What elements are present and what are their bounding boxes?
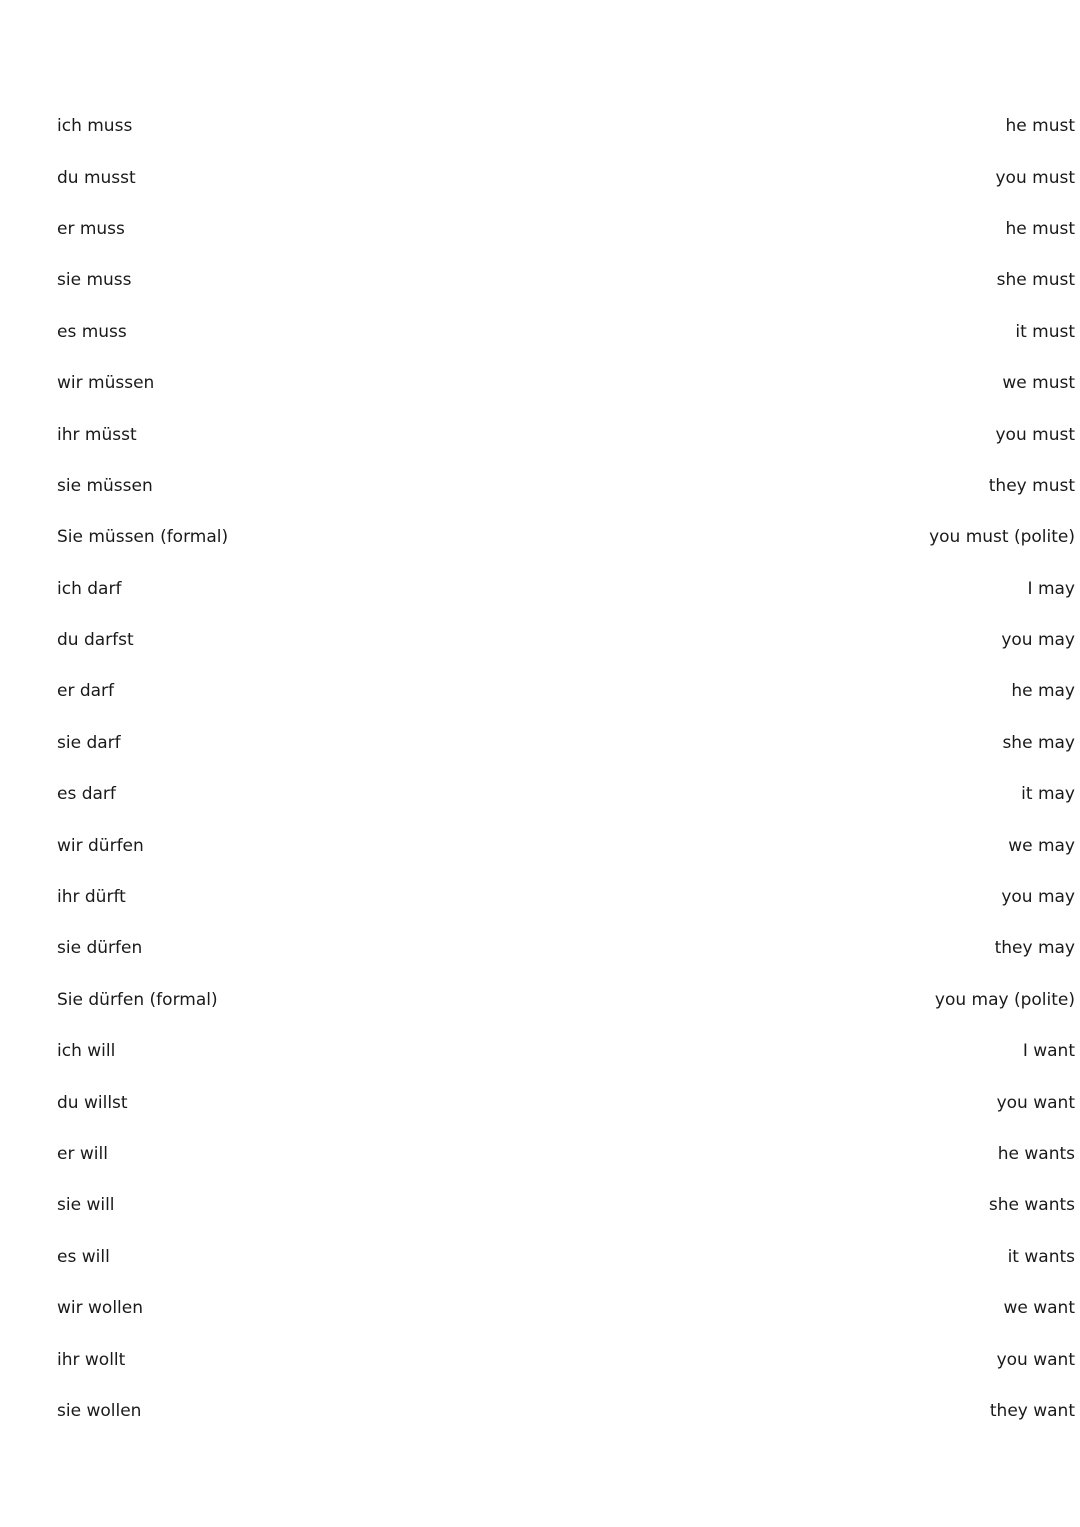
vocab-row bbox=[57, 204, 1075, 255]
german-term: es muss bbox=[57, 321, 127, 342]
vocabulary-list bbox=[57, 101, 1075, 1437]
english-translation: she must bbox=[996, 270, 1075, 291]
german-term: du willst bbox=[57, 1092, 128, 1113]
german-term: ich will bbox=[57, 1041, 116, 1062]
vocab-row bbox=[57, 564, 1075, 615]
vocab-row bbox=[57, 769, 1075, 820]
german-term: sie will bbox=[57, 1195, 115, 1216]
english-translation: I may bbox=[1027, 578, 1075, 599]
german-term: ihr wollt bbox=[57, 1349, 126, 1370]
vocab-row bbox=[57, 718, 1075, 769]
vocab-row bbox=[57, 152, 1075, 203]
vocab-row bbox=[57, 1077, 1075, 1128]
english-translation: he wants bbox=[997, 1144, 1075, 1164]
vocab-row bbox=[57, 820, 1075, 871]
english-translation: she wants bbox=[988, 1195, 1075, 1216]
english-translation: he must bbox=[1005, 218, 1075, 239]
vocab-row bbox=[57, 666, 1075, 717]
vocab-row bbox=[57, 1026, 1075, 1077]
vocab-row bbox=[57, 255, 1075, 306]
english-translation: they want bbox=[989, 1400, 1075, 1421]
vocab-row bbox=[57, 512, 1075, 563]
german-term: Sie müssen (formal) bbox=[57, 527, 229, 548]
english-translation: it may bbox=[1021, 784, 1075, 805]
vocab-row bbox=[57, 307, 1075, 358]
english-translation: you must (polite) bbox=[929, 527, 1075, 548]
vocab-row bbox=[57, 409, 1075, 460]
german-term: ihr dürft bbox=[57, 887, 126, 908]
german-term: wir dürfen bbox=[57, 835, 144, 856]
german-term: sie müssen bbox=[57, 475, 153, 496]
vocab-row bbox=[57, 872, 1075, 923]
german-term: er darf bbox=[57, 681, 115, 702]
german-term: es darf bbox=[57, 784, 116, 805]
german-term: es will bbox=[57, 1246, 110, 1267]
vocab-row bbox=[57, 1334, 1075, 1385]
german-term: wir wollen bbox=[57, 1298, 144, 1319]
german-term: sie darf bbox=[57, 732, 121, 753]
german-term: er will bbox=[57, 1144, 108, 1164]
vocab-row bbox=[57, 1386, 1075, 1437]
english-translation: you must bbox=[995, 424, 1075, 445]
german-term: sie muss bbox=[57, 270, 132, 291]
english-translation: you may bbox=[1001, 887, 1075, 908]
german-term: ich muss bbox=[57, 116, 133, 137]
german-term: sie dürfen bbox=[57, 938, 143, 959]
vocab-row bbox=[57, 975, 1075, 1026]
english-translation: he must bbox=[1005, 116, 1075, 137]
vocab-row bbox=[57, 461, 1075, 512]
english-translation: we may bbox=[1008, 835, 1075, 856]
german-term: du musst bbox=[57, 167, 136, 188]
vocab-row bbox=[57, 1232, 1075, 1283]
english-translation: you must bbox=[995, 167, 1075, 188]
vocab-row bbox=[57, 101, 1075, 152]
english-translation: they may bbox=[994, 938, 1075, 959]
english-translation: you want bbox=[996, 1349, 1075, 1370]
german-term: du darfst bbox=[57, 630, 134, 651]
german-term: ihr müsst bbox=[57, 424, 137, 445]
english-translation: you may (polite) bbox=[934, 989, 1075, 1010]
english-translation: she may bbox=[1002, 732, 1075, 753]
english-translation: you want bbox=[996, 1092, 1075, 1113]
vocab-row bbox=[57, 923, 1075, 974]
german-term: ich darf bbox=[57, 578, 122, 599]
english-translation: it must bbox=[1015, 321, 1075, 342]
vocab-row bbox=[57, 1283, 1075, 1334]
german-term: sie wollen bbox=[57, 1400, 142, 1421]
vocab-row bbox=[57, 358, 1075, 409]
german-term: wir müssen bbox=[57, 373, 155, 394]
vocab-row bbox=[57, 1129, 1075, 1180]
english-translation: they must bbox=[988, 475, 1075, 496]
english-translation: you may bbox=[1001, 630, 1075, 651]
english-translation: we must bbox=[1002, 373, 1075, 394]
english-translation: he may bbox=[1011, 681, 1075, 702]
vocab-row bbox=[57, 1180, 1075, 1231]
vocab-row bbox=[57, 615, 1075, 666]
english-translation: I want bbox=[1022, 1041, 1075, 1062]
german-term: er muss bbox=[57, 218, 125, 239]
english-translation: we want bbox=[1003, 1298, 1075, 1319]
german-term: Sie dürfen (formal) bbox=[57, 989, 218, 1010]
english-translation: it wants bbox=[1007, 1246, 1075, 1267]
